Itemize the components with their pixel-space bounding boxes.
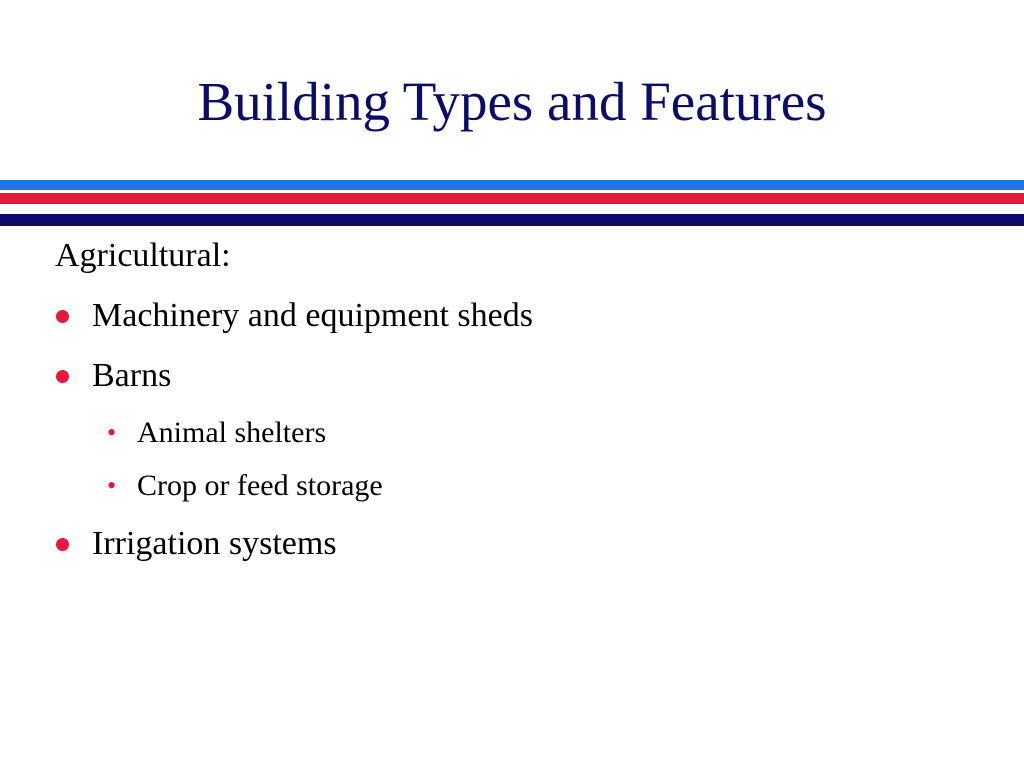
bullet-text: Irrigation systems [92,525,337,562]
red-bullet-icon [56,310,69,323]
small-red-bullet-icon: • [107,471,117,500]
slide-content [55,230,995,570]
sub-bullet-text: Crop or feed storage [137,469,383,502]
bullet-list [55,290,995,570]
slide-title: Building Types and Features [197,71,827,132]
title-divider-navy-stripe [0,214,1024,226]
sub-bullet-text: Animal shelters [137,416,327,449]
title-divider-red-stripe [0,193,1024,204]
sub-bullet-item [92,459,995,512]
bullet-text: Barns [92,357,172,394]
intro-heading: Agricultural: [55,237,231,274]
sub-bullet-list [92,406,995,512]
red-bullet-icon [56,370,69,383]
title-divider-blue-stripe [0,180,1024,190]
bullet-item [55,350,995,512]
bullet-text: Machinery and equipment sheds [92,297,533,334]
bullet-item [55,518,995,570]
red-bullet-icon [56,538,69,551]
small-red-bullet-icon: • [107,418,117,447]
bullet-item [55,290,995,342]
sub-bullet-item [92,406,995,459]
